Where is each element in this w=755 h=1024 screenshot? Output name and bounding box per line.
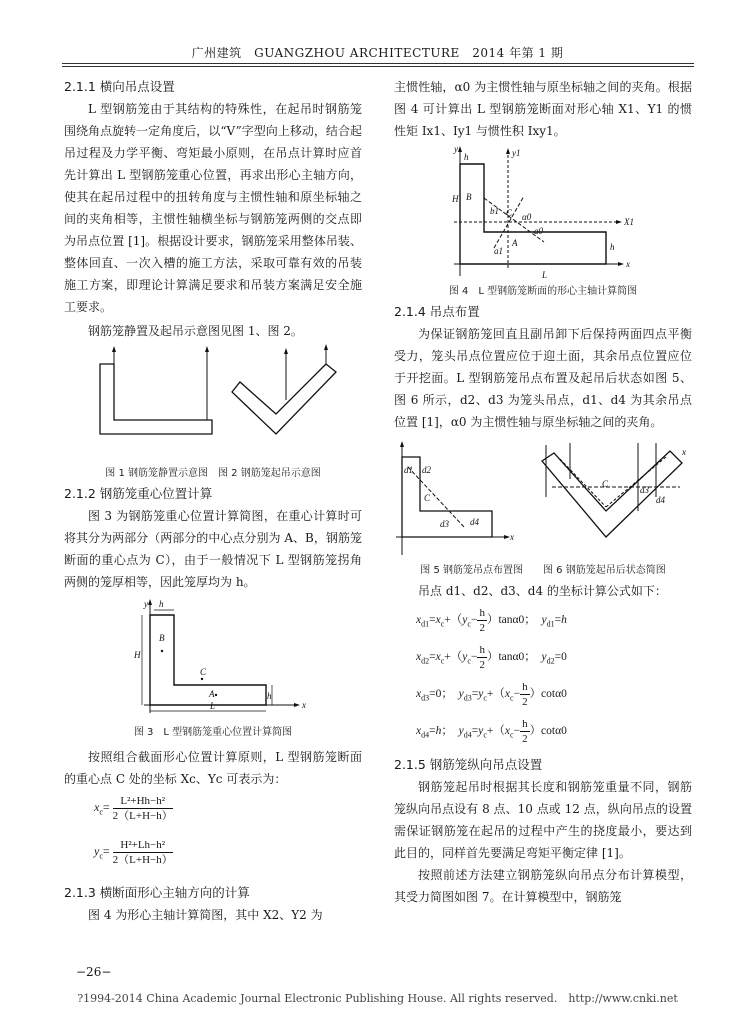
svg-text:C: C [424,493,431,503]
svg-text:L: L [210,701,216,711]
paragraph: 按照组合截面形心位置计算原则，L 型钢筋笼断面的重心点 C 处的坐标 Xc、Yc 可表示为： [64,750,362,786]
paragraph: 主惯性轴，α0 为主惯性轴与原坐标轴之间的夹角。根据图 4 可计算出 L 型钢筋笼断面对形心轴 X1、Y1 的惯性矩 Ix1、Iy1 与惯性积 Ixy1。 [394,80,692,138]
svg-text:y: y [144,599,148,609]
figure-4-caption: 图 4 L 型钢筋笼断面的形心主轴计算简图 [448,286,638,297]
svg-text:B: B [466,192,472,202]
svg-text:C: C [200,667,207,677]
svg-text:B: B [159,633,165,643]
svg-text:A: A [209,689,215,699]
svg-text:x: x [302,700,306,710]
paragraph: 图 3 为钢筋笼重心位置计算简图，在重心计算时可将其分为两部分（两部分的中心点分别为 A、B，钢筋笼断面的重心点为 C），由于一般情况下 L 型钢筋笼拐角两侧的笼厚相等，因此笼厚均为 h。 [64,509,362,589]
svg-text:X1: X1 [624,217,634,227]
svg-text:H: H [452,194,459,204]
equation-xc: $x_c=$ $\frac{\text{L²+Hh−h²}}{2(L+H-h)}$ [94,795,173,822]
footer-copyright: ?1994-2014 China Academic Journal Electronic Publishing House. All rights reserved. http://www.cnki.net [77,992,678,1005]
figure-5-6-drawing [394,437,692,561]
paragraph: 吊点 d1、d2、d3、d4 的坐标计算公式如下： [418,584,667,598]
svg-text:h: h [267,691,272,701]
svg-text:x: x [626,259,630,269]
svg-text:d3: d3 [640,485,649,495]
svg-text:A: A [512,238,518,248]
svg-text:x: x [510,532,514,542]
section-2-1-3-title: 2.1.3 横断面形心主轴方向的计算 [64,885,250,900]
svg-text:a1: a1 [494,246,503,256]
svg-text:α0: α0 [522,212,532,222]
page-number: −26− [76,965,112,979]
svg-text:H: H [134,650,141,660]
section-2-1-4-title: 2.1.4 吊点布置 [394,304,480,319]
equation-yc: $y_c=$ $\frac{\text{H²+Lh−h²}}{2(L+H-h)}$ [94,839,173,866]
equation-xc-numerator: L²+Hh−h² [113,794,173,809]
figure-5-6-caption: 图 5 钢筋笼吊点布置图 图 6 钢筋笼起吊后状态简图 [420,565,666,576]
header-rule [62,63,694,64]
figure-1-2 [64,342,362,462]
svg-text:d2: d2 [422,465,431,475]
paragraph: 图 4 为形心主轴计算简图，其中 X2、Y2 为 [88,908,323,922]
figure-1-2-drawing [64,342,362,462]
svg-text:C: C [602,479,609,489]
svg-text:d4: d4 [470,517,479,527]
equation-d2: $x_{d2}=x_c+(y_c-$ $\frac{h}{2}$ ）tanα0； $y_{d2}=0$ [416,643,567,671]
svg-text:x: x [682,447,686,457]
equation-d1: $x_{d1}=x_c+(y_c-$ $\frac{h}{2}$ ）tanα0； $y_{d1}=h$ [416,606,567,634]
paragraph: 为保证钢筋笼回直且副吊卸下后保持两面四点平衡受力，笼头吊点位置应位于迎土面，其余吊点位置应位于开挖面。L 型钢筋笼吊点布置及起吊后状态如图 5、图 6 所示，d2、d3 为笼头吊点，d1、d4 为其余吊点位置 [1]，α0 为主惯性轴与原坐标轴之间的夹角。 [394,327,692,429]
section-2-1-1-title: 2.1.1 横向吊点设置 [64,79,175,94]
figure-4 [394,142,692,282]
svg-text:a0: a0 [534,226,543,236]
svg-text:h: h [159,599,164,609]
paragraph: L 型钢筋笼由于其结构的特殊性，在起吊时钢筋笼围绕角点旋转一定角度后，以“V”字型向上移动，结合起吊过程及力学平衡、弯矩最小原则，在吊点计算时应首先计算出 L 型钢筋笼重心位置，再求出形心主轴方向，使其在起吊过程中的扭转角度与主惯性轴和原坐标轴之间的夹角相等，主惯性轴横坐标与钢筋笼两侧的交点即为吊点位置 [1]。根据设计要求，钢筋笼采用整体吊装、整体回直、一次入槽的施工方法，采取可靠有效的吊装施工方案，即理论计算满足要求和吊装方案满足安全施工要求。 [64,102,362,314]
header-rule-2 [62,66,694,67]
equation-yc-numerator: H²+Lh−h² [113,838,173,853]
section-2-1-5-title: 2.1.5 钢筋笼纵向吊点设置 [394,757,543,772]
svg-text:d1: d1 [404,465,413,475]
svg-text:h: h [464,152,469,162]
figure-3-caption: 图 3 L 型钢筋笼重心位置计算简图 [133,727,293,738]
equation-d3: $x_{d3}=0$； $y_{d3}=y_c+(x_c-$ $\frac{h}{2}$ ）cotα0 [416,680,567,708]
figure-1-2-caption: 图 1 钢筋笼静置示意图 图 2 钢筋笼起吊示意图 [105,468,321,479]
paragraph: 钢筋笼起吊时根据其长度和钢筋笼重量不同，钢筋笼纵向吊点设有 8 点、10 点或 12 点，纵向吊点的设置需保证钢筋笼在起吊的过程中产生的挠度最小，要达到此目的，同样首先要满足弯矩平衡定律 [1]。 [394,780,692,860]
paragraph: 按照前述方法建立钢筋笼纵向吊点分布计算模型，其受力简图如图 7。在计算模型中，钢筋笼 [394,868,692,904]
figure-5-6 [394,437,692,561]
equation-d4: $x_{d4}=h$； $y_{d4}=y_c+(x_c-$ $\frac{h}{2}$ ）cotα0 [416,717,567,745]
figure-3 [64,593,362,723]
svg-text:L: L [542,270,548,280]
left-column [64,76,362,926]
svg-text:y1: y1 [512,148,521,158]
svg-text:b1: b1 [490,206,499,216]
figure-4-drawing [394,142,692,282]
svg-text:C: C [506,208,513,218]
svg-text:h: h [610,242,615,252]
running-header: 广州建筑 GUANGZHOU ARCHITECTURE 2014 年第 1 期 [191,46,564,60]
svg-text:d3: d3 [440,519,449,529]
section-2-1-2-title: 2.1.2 钢筋笼重心位置计算 [64,486,213,501]
equations-d1-d4 [394,602,692,750]
svg-text:d4: d4 [656,495,665,505]
equation-yc-denominator: 2（L+H−h） [112,854,173,866]
right-column [394,76,692,908]
equation-xc-denominator: 2（L+H−h） [112,810,173,822]
figure-3-drawing [64,593,362,723]
svg-text:y: y [454,144,458,154]
paragraph: 钢筋笼静置及起吊示意图见图 1、图 2。 [88,324,303,338]
